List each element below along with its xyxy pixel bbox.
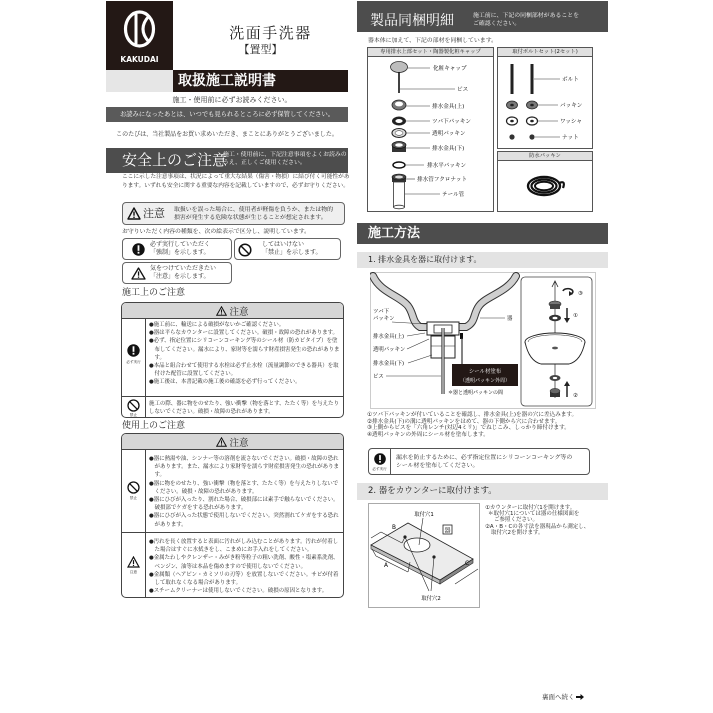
caution-icon (216, 437, 227, 447)
install-cautions-table (121, 302, 344, 418)
part-label: 透明パッキン (432, 131, 466, 137)
title-bar-accent (106, 70, 173, 92)
flat-gasket-icon (393, 162, 424, 168)
caution-items (149, 455, 340, 529)
part-label: 排水管フクロナット (417, 177, 468, 183)
list-item: ●器は平らなカウンターに設置してください。破損・故障の恐れがあります。 (149, 330, 338, 337)
part-label: テール管 (442, 192, 465, 198)
instruction-item: ①カウンターに取付穴1を開けます。 (485, 505, 576, 511)
contents-subtitle-line-2: ご確認ください。 (473, 21, 521, 27)
caution-definition-line-1: 取扱いを誤った場合に、使用者が軽傷を負うか、または物的 (174, 207, 334, 213)
row-icon-cell (122, 450, 146, 532)
table-row-mandatory (122, 319, 343, 396)
waterproof-gasket-title: 防水パッキン (498, 152, 592, 161)
list-item: ●器に物をのせたり、強い衝撃（物を落とす、たたく等）を与えたりしないでください。破損・故障の恐れがあります。 (149, 480, 339, 495)
instruction-item: ②A・B・Cの各寸法を器現品から測定し、 (485, 523, 590, 530)
list-item: ●器にひびが入った状態で使用しないでください。突然割れてケガをする恐れがあります。 (149, 513, 339, 528)
usage-cautions-heading: 使用上のご注意 (122, 421, 186, 431)
list-item: 施工の際、器に物をのせたり、強い衝撃（物を落とす、たたく等）を与えたりしないでください。破損・故障の恐れがあります。 (149, 401, 339, 416)
read-before-notice: 施工・使用前に必ずお読みください。 (172, 96, 292, 104)
mandatory-icon (132, 243, 145, 256)
instruction-item: ①ツバ下パッキンが付いていることを確認し、排水金具(上)を器の穴に差込みます。 (367, 412, 578, 418)
product-type: 【置型】 (238, 43, 283, 56)
caution-icon (127, 556, 140, 568)
caution-items (149, 400, 340, 416)
row-icon-label: 禁止 (129, 413, 138, 417)
caution-definition-line-2: 損害が発生する危険な状態が生じることが想定されます。 (174, 215, 327, 221)
washer-icon (507, 117, 559, 125)
step-1-instructions (367, 412, 607, 438)
hole-2-label: 取付穴2 (421, 596, 441, 602)
prohibited-icon (127, 481, 140, 494)
step-1-diagram (370, 272, 596, 409)
symbol-legend-prohibited-line-1: してはいけない (262, 241, 305, 248)
contents-section-header (357, 1, 608, 32)
row-icon-label: 禁止 (129, 496, 138, 500)
table-header (122, 434, 343, 450)
list-item: ●器に熱湯や油、シンナー等の溶剤を流さないでください。破損・故障の恐れがあります。また、漏水により家財等を濡らす財産損害発生の恐れがあります。 (149, 456, 339, 479)
instruction-item: ＊取付穴1については器の仕様図面を (488, 511, 580, 518)
thanks-message: このたびは、当社製品をお買い求めいただき、まことにありがとうございました。 (116, 131, 338, 138)
contents-intro: 器本体に加えて、下記の部材を同梱しています。 (368, 38, 498, 44)
mandatory-icon (127, 344, 140, 357)
caution-icon (127, 207, 141, 220)
list-item: ●本品と組合わせて使用する水栓は必ず止水栓（流量調節のできる器具）を取付けた配管に設置してください。 (149, 363, 339, 378)
caution-icon (216, 306, 227, 316)
method-section-header (357, 223, 608, 244)
contents-title: 製品同梱明細 (370, 13, 454, 29)
callout-line-1: シール材塗布 (468, 369, 502, 375)
symbol-legend-mandatory (122, 238, 232, 260)
table-header-label: 注意 (229, 306, 249, 318)
dimension-c-label: C (465, 561, 470, 567)
caution-items (149, 538, 340, 595)
sealant-callout (452, 364, 518, 386)
drain-set-illustration (368, 57, 493, 211)
nut-icon (509, 134, 560, 139)
safety-title: 安全上のご注意 (122, 151, 228, 169)
bolt-set-illustration (498, 57, 592, 148)
symbol-legend-caution-line-2: 「注意」を示します。 (150, 273, 210, 280)
callout-line-2: （透明パッキン外周） (460, 378, 510, 384)
mandatory-icon-cell (369, 449, 391, 474)
part-label: ワッシャ (560, 119, 582, 125)
exploded-view-panel (521, 277, 592, 406)
table-row-prohibited (122, 450, 343, 532)
safety-section-header (106, 148, 348, 173)
diagram-label: 透明パッキン (373, 347, 406, 353)
symbol-legend-mandatory-line-2: 「強制」を示します。 (150, 249, 210, 256)
prohibited-icon (127, 399, 140, 412)
bolt-gasket-icon (507, 101, 559, 109)
diagram-label: ビス (373, 374, 384, 380)
product-name: 洗面手洗器 (229, 24, 312, 42)
table-row-prohibited (122, 396, 343, 418)
diagram-label: 器 (507, 316, 513, 322)
bowl-mark-label: 器 (444, 527, 451, 535)
keep-manual-notice: お読みになったあとは、いつでも見られるところに必ず保管してください。 (106, 107, 348, 122)
cap-nut-icon (392, 174, 415, 182)
kakudai-logo-mark-icon (123, 10, 156, 48)
upper-drain-fitting-icon (392, 100, 430, 110)
symbol-legend-mandatory-line-1: 必ず実行していただく (150, 241, 211, 248)
instruction-item: ②排水金具(下)の溝に透明パッキンをはめて、器の下側から穴に合わせます。 (367, 418, 561, 425)
caution-icon (131, 267, 146, 280)
lower-drain-fitting-icon (392, 142, 430, 153)
contents-subtitle-line-1: 施工前に、下記の同梱部材があることを (473, 13, 580, 19)
dimension-a-label: A (384, 563, 388, 569)
mandatory-text-line-2: シール材を塗布してください。 (396, 463, 479, 469)
screw-icon (399, 72, 455, 93)
dimension-b-label: B (392, 525, 396, 531)
table-header-label: 注意 (229, 437, 249, 449)
prohibited-icon (238, 243, 252, 257)
caution-items (149, 321, 340, 387)
continue-label: 裏面へ続く (542, 693, 575, 701)
list-item: ●施工前に、輸送による破損がないかご確認ください。 (149, 322, 285, 328)
part-label: パッキン (560, 103, 583, 109)
symbol-legend-prohibited-line-2: 「禁止」を示します。 (262, 249, 322, 256)
cosmetic-cap-icon (391, 62, 431, 73)
sealant-mandatory-box (368, 448, 590, 475)
instruction-item: 取付穴2を開けます。 (491, 529, 544, 536)
symbol-legend-caution-line-1: 気をつけていただきたい (150, 265, 217, 272)
brand-name: KAKUDAI (120, 55, 159, 64)
list-item: ●必ず、指定位置にシリコーンコーキング等のシール材（防カビタイプ）を塗布してください。漏水により、家財等を濡らす財産損害発生の恐れがあります。 (149, 338, 340, 361)
part-label: ツバ下パッキン (432, 119, 471, 125)
tail-pipe-icon (394, 182, 441, 209)
step-2-header: 2. 器をカウンターに取付けます。 (357, 483, 608, 500)
part-label: 排水平パッキン (427, 163, 467, 169)
list-item: ●スチームクリーナーは使用しないでください。破損の原因となります。 (149, 588, 328, 595)
row-icon-label: 注意 (129, 570, 138, 574)
instruction-item: ご参照ください。 (494, 517, 539, 524)
bowl-mark (443, 525, 452, 534)
part-label: ビス (457, 87, 469, 93)
bolt-set-title: 取付ボルトセット(2セット) (498, 48, 592, 57)
arrow-right-icon (576, 694, 584, 700)
part-label: 排水金具(上) (432, 104, 465, 110)
instruction-item: ③上側からビスを「六角レンチ(対辺4ミリ)」でねじこみ、しっかり締付けます。 (367, 425, 570, 431)
sequence-marker: ③ (578, 291, 583, 297)
row-icon-cell (122, 533, 146, 598)
mandatory-text-line-1: 漏水を防止するために、必ず指定位置にシリコーンコーキング等の (396, 455, 573, 461)
sequence-marker: ② (573, 393, 578, 399)
bolt-icon (511, 64, 561, 94)
row-icon-cell (122, 397, 146, 418)
method-title: 施工方法 (368, 226, 421, 241)
safety-description: ここに示した注意事項は、状況によって重大な結果（傷害・物損）に結び付く可能性があります。いずれも安全に関する重要な内容を記載していますので、必ずお守りください。 (122, 174, 350, 189)
drain-set-title: 専用排水上部セット・陶器製化粧キャップ (368, 48, 493, 57)
waterproof-gasket-coil-icon (498, 161, 592, 211)
list-item: ●器にひびが入ったり、割れた場合、破損部には素手で触らないでください。破損部でケガをする恐れがあります。 (149, 497, 339, 512)
diagram-label: 排水金具(下) (373, 361, 405, 367)
part-label: 化粧キャップ (433, 66, 467, 72)
diagram-label: パッキン (373, 316, 395, 322)
caution-label: 注意 (143, 207, 165, 220)
list-item: ●汚れを長く放置すると表面に汚れがしみ込むことがあります。汚れが付着した場合はすぐに水拭きをし、こまめにお手入れをしてください。 (149, 539, 339, 554)
safety-subtitle-line-2: うえ、正しくご使用ください。 (223, 159, 306, 166)
part-label: ボルト (562, 77, 579, 83)
symbol-legend-prohibited (234, 238, 341, 260)
continue-to-back (542, 693, 584, 701)
step-2-diagram (368, 503, 481, 609)
install-cautions-heading: 施工上のご注意 (122, 288, 186, 298)
list-item: ●施工後は、本書記載の施工後の確認を必ず行ってください。 (149, 379, 301, 386)
diagram-label: ツバ下 (373, 309, 390, 315)
symbol-legend-caution (122, 262, 232, 284)
part-label: 排水金具(下) (432, 146, 465, 152)
part-label: ナット (562, 135, 579, 141)
diagram-label: 排水金具(上) (373, 334, 405, 340)
document-title: 取扱施工説明書 (173, 70, 348, 92)
safety-subtitle-line-1: 施工・使用前に、下記注意事項をよくお読みの (223, 152, 347, 158)
row-icon-cell (122, 319, 146, 396)
usage-cautions-table (121, 433, 344, 598)
flange-gasket-icon (392, 117, 430, 126)
hole-1-label: 取付穴1 (414, 512, 434, 518)
symbols-intro: お守りいただく内容の種類を、次の絵表示で区分し、説明しています。 (122, 229, 311, 235)
brand-logo (106, 1, 173, 70)
mandatory-icon (374, 453, 386, 465)
sequence-marker: ① (573, 313, 578, 319)
caution-definition-box (122, 202, 345, 225)
clear-gasket-icon (392, 129, 430, 138)
sealant-note: ＊器と透明パッキンの間 (448, 390, 503, 396)
table-row-caution (122, 532, 343, 598)
instruction-item: ④透明パッキンの外周にシール材を塗布します。 (367, 431, 489, 438)
list-item: ●金属たわしやクレンザー・みがき粉等粒子の粗い洗剤、酸性・塩素系洗剤、ベンジン、油等は本品を傷めますので使用しないでください。 (149, 555, 339, 570)
step-2-instructions (485, 505, 605, 536)
step-1-header: 1. 排水金具を器に取付けます。 (357, 252, 608, 268)
mandatory-label: 必ず実行 (372, 467, 387, 471)
list-item: ●金属類（ヘアピン・カミソリの刃等）を放置しないでください。サビが付着して取れなくなる場合があります。 (149, 571, 339, 587)
row-icon-label: 必ず実行 (126, 360, 141, 364)
mounting-hole-1 (404, 538, 430, 552)
table-header (122, 303, 343, 319)
